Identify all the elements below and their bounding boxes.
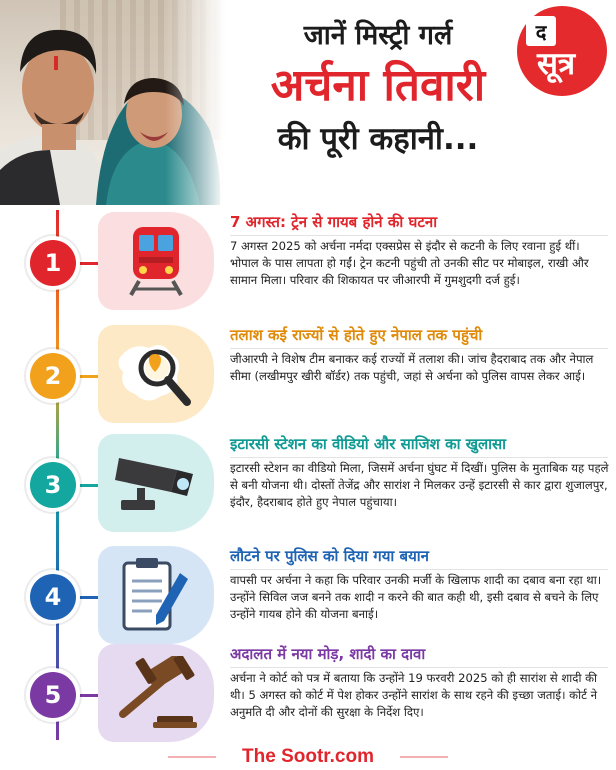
title-line-3: की पूरी कहानी... [277,121,479,157]
step-number-badge: 2 [30,353,76,399]
page-title [228,6,528,162]
title-line-1: जानें मिस्ट्री गर्ल [303,20,453,51]
step-title: 7 अगस्त: ट्रेन से गायब होने की घटना [230,212,610,236]
clipboard-pen-icon [118,555,194,635]
step-title: इटारसी स्टेशन का वीडियो और साजिश का खुलासा [230,434,610,458]
gavel-icon [113,656,199,730]
footer-brand: The Sootr.com [242,746,374,767]
cctv-camera-icon [113,448,199,518]
timeline-step-5 [0,640,616,750]
step-number-badge: 3 [30,462,76,508]
title-line-2: अर्चना तिवारी [270,60,486,111]
step-icon-tile [98,546,214,644]
the-sootr-logo [517,6,607,96]
step-number-badge: 1 [30,240,76,286]
photo-fade [165,0,225,205]
timeline-step-3 [0,430,616,540]
step-description: 7 अगस्त 2025 को अर्चना नर्मदा एक्सप्रेस से इंदौर से कटनी के लिए रवाना हुई थीं। भोपाल के पास लापता हो गईं। ट्रेन कटनी पहुंची तो उनकी सीट पर मोबाइल, राखी और सामान मिला। परिवार की शिकायत पर जीआरपी में गुमशुदगी दर्ज हुई। [230,239,589,287]
timeline-step-2 [0,321,616,431]
couple-photo [0,0,225,205]
footer-divider-right [400,756,448,758]
step-description: वापसी पर अर्चना ने कहा कि परिवार उनकी मर्जी के खिलाफ शादी का दबाव बना रहा था। उन्होंने सिविल जज बनने तक शादी न करने की बात कही थी, इसी दबाव से बचने के लिए उन्होंने गायब होने की योजना बनाई। [230,573,602,621]
logo-letter: द [526,16,556,46]
timeline-step-4 [0,542,616,652]
step-icon-tile [98,325,214,423]
step-number-badge: 5 [30,672,76,718]
step-icon-tile [98,644,214,742]
map-search-icon [113,336,199,412]
footer [0,744,616,770]
step-description: जीआरपी ने विशेष टीम बनाकर कई राज्यों में तलाश की। जांच हैदराबाद तक और नेपाल सीमा (लखीमपुर खीरी बॉर्डर) तक पहुंची, जहां से अर्चना को पुलिस वापस लेकर आई। [230,352,594,383]
header [0,0,616,205]
step-icon-tile [98,434,214,532]
step-title: अदालत में नया मोड़, शादी का दावा [230,644,610,668]
logo-text: सूत्र [537,46,576,82]
step-description: इटारसी स्टेशन का वीडियो मिला, जिसमें अर्चना घुंघट में दिखीं। पुलिस के मुताबिक यह पहले से बनी योजना थी। दोस्तों तेजेंद्र और सारांश ने मिलकर उन्हें इटारसी से कार द्वारा शुजालपुर, इंदौर, हैदराबाद होते हुए नेपाल पहुंचाया। [230,461,609,509]
step-description: अर्चना ने कोर्ट को पत्र में बताया कि उन्होंने 19 फरवरी 2025 को ही सारांश से शादी की थी। 5 अगस्त को कोर्ट में पेश होकर उन्होंने सारांश के साथ रहने की इच्छा जताई। कोर्ट ने अनुमति दी और दोनों की सुरक्षा के निर्देश दिए। [230,671,598,719]
timeline-step-1 [0,208,616,318]
step-title: तलाश कई राज्यों से होते हुए नेपाल तक पहुंची [230,325,610,349]
train-icon [125,225,187,297]
step-title: लौटने पर पुलिस को दिया गया बयान [230,546,610,570]
step-number-badge: 4 [30,574,76,620]
footer-divider-left [168,756,216,758]
step-icon-tile [98,212,214,310]
